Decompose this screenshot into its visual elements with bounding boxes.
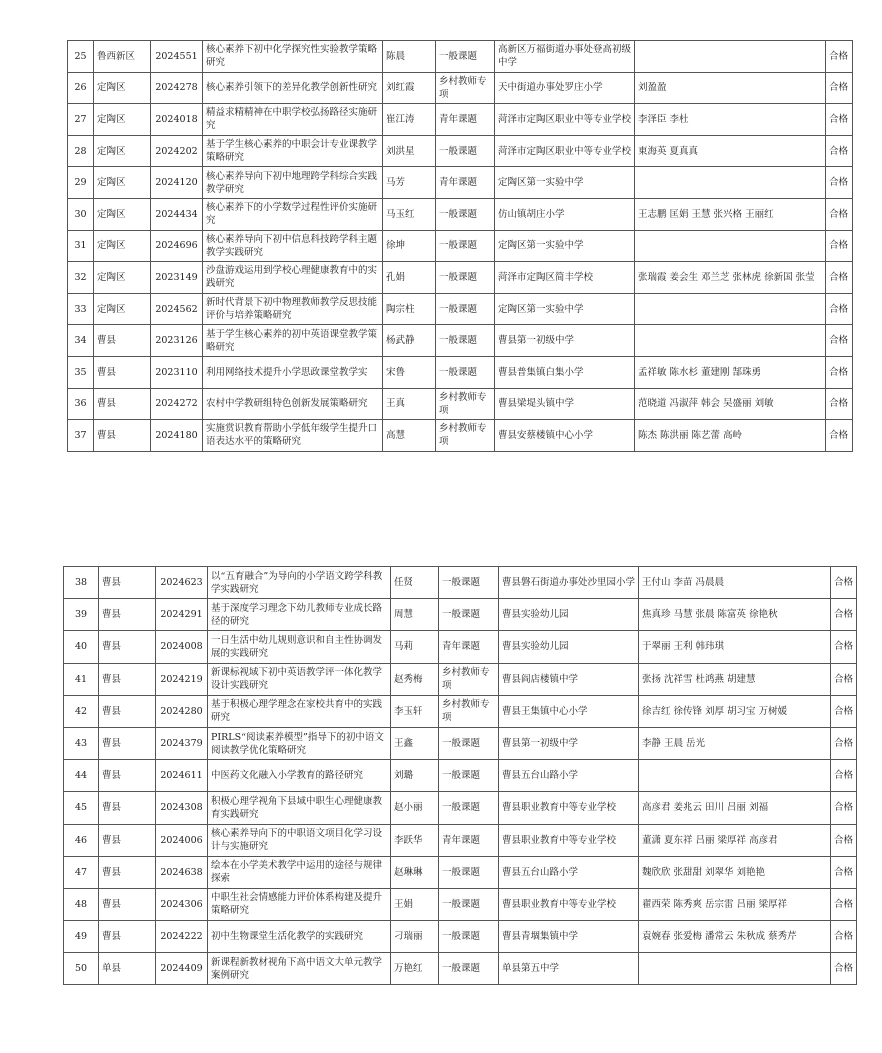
project-type-cell: 一般课题 [439, 727, 499, 759]
table-row [68, 167, 853, 199]
table-row [64, 856, 857, 888]
row-number-cell: 34 [68, 325, 94, 357]
project-code-cell: 2024696 [151, 230, 203, 262]
project-title-cell: 积极心理学视角下县域中职生心理健康教育实践研究 [208, 792, 391, 824]
table-row [64, 599, 857, 631]
project-type-cell: 乡村教师专项 [439, 695, 499, 727]
project-title-cell: 中医药文化融入小学教育的路径研究 [208, 760, 391, 792]
project-title-cell: 中职生社会情感能力评价体系构建及提升策略研究 [208, 888, 391, 920]
project-title-cell: 核心素养下初中化学探究性实验教学策略研究 [203, 41, 383, 73]
project-leader-cell: 万艳红 [391, 953, 439, 985]
table-row [64, 953, 857, 985]
table-row [64, 695, 857, 727]
project-title-cell: 核心素养导向下初中信息科技跨学科主题教学实践研究 [203, 230, 383, 262]
work-unit-cell: 曹县第一初级中学 [499, 727, 639, 759]
project-leader-cell: 刁瑞丽 [391, 921, 439, 953]
work-unit-cell: 定陶区第一实验中学 [495, 230, 635, 262]
results-table-top-body [68, 41, 853, 452]
project-type-cell: 一般课题 [436, 41, 495, 73]
result-cell: 合格 [831, 727, 857, 759]
project-title-cell: 核心素养导向下初中地理跨学科综合实践教学研究 [203, 167, 383, 199]
work-unit-cell: 定陶区第一实验中学 [495, 167, 635, 199]
project-type-cell: 一般课题 [439, 760, 499, 792]
project-leader-cell: 孔娟 [383, 262, 436, 294]
project-type-cell: 一般课题 [439, 921, 499, 953]
work-unit-cell: 曹县青堌集镇中学 [499, 921, 639, 953]
members-cell: 陈杰 陈洪丽 陈艺蕾 高岭 [635, 420, 826, 452]
result-cell: 合格 [831, 663, 857, 695]
district-cell: 曹县 [99, 760, 156, 792]
row-number-cell: 40 [64, 631, 99, 663]
result-cell: 合格 [826, 72, 853, 104]
project-leader-cell: 陶宗柱 [383, 293, 436, 325]
work-unit-cell: 曹县阎店楼镇中学 [499, 663, 639, 695]
project-type-cell: 一般课题 [436, 262, 495, 294]
project-code-cell: 2023149 [151, 262, 203, 294]
result-cell: 合格 [831, 792, 857, 824]
project-type-cell: 青年课题 [439, 631, 499, 663]
work-unit-cell: 曹县五台山路小学 [499, 760, 639, 792]
project-type-cell: 一般课题 [436, 356, 495, 388]
work-unit-cell: 曹县梁堤头镇中学 [495, 388, 635, 420]
row-number-cell: 49 [64, 921, 99, 953]
result-cell: 合格 [831, 599, 857, 631]
district-cell: 曹县 [99, 727, 156, 759]
work-unit-cell: 单县第五中学 [499, 953, 639, 985]
project-code-cell: 2024180 [151, 420, 203, 452]
district-cell: 曹县 [99, 631, 156, 663]
project-code-cell: 2024278 [151, 72, 203, 104]
project-leader-cell: 马玉红 [383, 198, 436, 230]
project-leader-cell: 高慧 [383, 420, 436, 452]
row-number-cell: 29 [68, 167, 94, 199]
members-cell: 刘盈盈 [635, 72, 826, 104]
table-row [68, 72, 853, 104]
members-cell: 张瑞霞 姜会生 邓兰芝 张林虎 徐新国 张莹 [635, 262, 826, 294]
members-cell: 魏欣欣 张甜甜 刘翠华 刘艳艳 [639, 856, 831, 888]
project-leader-cell: 王鑫 [391, 727, 439, 759]
district-cell: 曹县 [94, 356, 151, 388]
row-number-cell: 47 [64, 856, 99, 888]
table-row [64, 888, 857, 920]
members-cell: 袁婉春 张爱梅 潘常云 朱秋成 蔡秀芹 [639, 921, 831, 953]
members-cell [635, 293, 826, 325]
project-title-cell: PIRLS“阅读素养模型”指导下的初中语文阅读教学优化策略研究 [208, 727, 391, 759]
work-unit-cell: 曹县职业教育中等专业学校 [499, 824, 639, 856]
project-code-cell: 2024434 [151, 198, 203, 230]
project-type-cell: 一般课题 [439, 888, 499, 920]
project-code-cell: 2024611 [156, 760, 208, 792]
members-cell: 李泽臣 李杜 [635, 104, 826, 136]
project-code-cell: 2024291 [156, 599, 208, 631]
project-leader-cell: 赵琳琳 [391, 856, 439, 888]
table-row [68, 356, 853, 388]
members-cell [635, 41, 826, 73]
project-type-cell: 一般课题 [439, 792, 499, 824]
result-cell: 合格 [831, 921, 857, 953]
row-number-cell: 50 [64, 953, 99, 985]
result-cell: 合格 [826, 293, 853, 325]
district-cell: 定陶区 [94, 135, 151, 167]
result-cell: 合格 [831, 953, 857, 985]
work-unit-cell: 曹县磐石街道办事处沙里园小学 [499, 567, 639, 599]
district-cell: 曹县 [94, 325, 151, 357]
project-leader-cell: 李玉轩 [391, 695, 439, 727]
row-number-cell: 35 [68, 356, 94, 388]
project-leader-cell: 赵小丽 [391, 792, 439, 824]
project-code-cell: 2024562 [151, 293, 203, 325]
result-cell: 合格 [826, 262, 853, 294]
row-number-cell: 28 [68, 135, 94, 167]
result-cell: 合格 [826, 104, 853, 136]
project-code-cell: 2024280 [156, 695, 208, 727]
table-row [68, 420, 853, 452]
work-unit-cell: 仿山镇胡庄小学 [495, 198, 635, 230]
results-table-top [67, 40, 853, 452]
district-cell: 单县 [99, 953, 156, 985]
work-unit-cell: 曹县第一初级中学 [495, 325, 635, 357]
result-cell: 合格 [831, 824, 857, 856]
project-code-cell: 2024308 [156, 792, 208, 824]
members-cell: 焦真珍 马慧 张晨 陈富英 徐艳秋 [639, 599, 831, 631]
project-leader-cell: 徐坤 [383, 230, 436, 262]
row-number-cell: 41 [64, 663, 99, 695]
project-type-cell: 一般课题 [436, 230, 495, 262]
project-title-cell: 核心素养下的小学数学过程性评价实施研究 [203, 198, 383, 230]
project-type-cell: 一般课题 [439, 953, 499, 985]
project-code-cell: 2024008 [156, 631, 208, 663]
result-cell: 合格 [831, 760, 857, 792]
table-row [64, 663, 857, 695]
result-cell: 合格 [826, 198, 853, 230]
work-unit-cell: 菏泽市定陶区简丰学校 [495, 262, 635, 294]
result-cell: 合格 [826, 230, 853, 262]
project-leader-cell: 王娟 [391, 888, 439, 920]
project-title-cell: 精益求精精神在中职学校弘扬路径实施研究 [203, 104, 383, 136]
row-number-cell: 25 [68, 41, 94, 73]
district-cell: 定陶区 [94, 262, 151, 294]
district-cell: 曹县 [99, 599, 156, 631]
project-leader-cell: 马芳 [383, 167, 436, 199]
work-unit-cell: 菏泽市定陶区职业中等专业学校 [495, 135, 635, 167]
row-number-cell: 39 [64, 599, 99, 631]
project-code-cell: 2024272 [151, 388, 203, 420]
row-number-cell: 46 [64, 824, 99, 856]
table-row [68, 104, 853, 136]
project-code-cell: 2024120 [151, 167, 203, 199]
members-cell [635, 325, 826, 357]
project-code-cell: 2024018 [151, 104, 203, 136]
project-code-cell: 2024379 [156, 727, 208, 759]
project-code-cell: 2024306 [156, 888, 208, 920]
table-row [68, 325, 853, 357]
members-cell: 東海英 夏真真 [635, 135, 826, 167]
row-number-cell: 45 [64, 792, 99, 824]
district-cell: 定陶区 [94, 104, 151, 136]
project-leader-cell: 陈晨 [383, 41, 436, 73]
district-cell: 定陶区 [94, 167, 151, 199]
table-row [68, 262, 853, 294]
work-unit-cell: 天中街道办事处罗庄小学 [495, 72, 635, 104]
project-leader-cell: 刘璐 [391, 760, 439, 792]
project-type-cell: 青年课题 [436, 167, 495, 199]
project-title-cell: 核心素养引领下的差异化教学创新性研究 [203, 72, 383, 104]
project-type-cell: 乡村教师专项 [439, 663, 499, 695]
work-unit-cell: 菏泽市定陶区职业中等专业学校 [495, 104, 635, 136]
members-cell [635, 167, 826, 199]
district-cell: 曹县 [99, 888, 156, 920]
table-row [68, 135, 853, 167]
project-title-cell: 新课标视域下初中英语教学评一体化教学设计实践研究 [208, 663, 391, 695]
district-cell: 曹县 [99, 824, 156, 856]
results-table-bottom [63, 566, 857, 985]
district-cell: 曹县 [99, 921, 156, 953]
row-number-cell: 36 [68, 388, 94, 420]
district-cell: 曹县 [99, 567, 156, 599]
project-leader-cell: 李跃华 [391, 824, 439, 856]
table-row [68, 293, 853, 325]
project-leader-cell: 杨武静 [383, 325, 436, 357]
project-title-cell: 基于学生核心素养的中职会计专业课教学策略研究 [203, 135, 383, 167]
work-unit-cell: 曹县普集镇白集小学 [495, 356, 635, 388]
table-row [64, 792, 857, 824]
row-number-cell: 26 [68, 72, 94, 104]
project-title-cell: 利用网络技术提升小学思政课堂教学实 [203, 356, 383, 388]
table-row [68, 41, 853, 73]
row-number-cell: 43 [64, 727, 99, 759]
project-title-cell: 农村中学教研组特色创新发展策略研究 [203, 388, 383, 420]
members-cell: 李静 王晨 岳光 [639, 727, 831, 759]
members-cell [639, 953, 831, 985]
project-type-cell: 乡村教师专项 [436, 388, 495, 420]
work-unit-cell: 曹县实验幼儿园 [499, 631, 639, 663]
members-cell: 于翠丽 王利 韩玮琪 [639, 631, 831, 663]
project-type-cell: 青年课题 [436, 104, 495, 136]
work-unit-cell: 曹县职业教育中等专业学校 [499, 792, 639, 824]
members-cell [639, 760, 831, 792]
table-row [64, 631, 857, 663]
project-code-cell: 2024409 [156, 953, 208, 985]
result-cell: 合格 [831, 567, 857, 599]
project-type-cell: 一般课题 [436, 293, 495, 325]
project-type-cell: 乡村教师专项 [436, 72, 495, 104]
project-title-cell: 沙盘游戏运用到学校心理健康教育中的实践研究 [203, 262, 383, 294]
district-cell: 曹县 [99, 792, 156, 824]
row-number-cell: 33 [68, 293, 94, 325]
project-code-cell: 2024551 [151, 41, 203, 73]
project-title-cell: 核心素养导向下的中职语文项目化学习设计与实施研究 [208, 824, 391, 856]
result-cell: 合格 [826, 325, 853, 357]
project-title-cell: 以“五育融合”为导向的小学语文跨学科教学实践研究 [208, 567, 391, 599]
work-unit-cell: 曹县五台山路小学 [499, 856, 639, 888]
result-cell: 合格 [826, 41, 853, 73]
work-unit-cell: 曹县王集镇中心小学 [499, 695, 639, 727]
project-type-cell: 一般课题 [439, 599, 499, 631]
project-code-cell: 2023126 [151, 325, 203, 357]
table-row [64, 760, 857, 792]
result-cell: 合格 [826, 420, 853, 452]
row-number-cell: 42 [64, 695, 99, 727]
table-row [64, 921, 857, 953]
members-cell: 张扬 沈祥雪 杜鸿燕 胡建慧 [639, 663, 831, 695]
project-code-cell: 2024219 [156, 663, 208, 695]
result-cell: 合格 [831, 856, 857, 888]
row-number-cell: 32 [68, 262, 94, 294]
project-title-cell: 新课程新教材视角下高中语文大单元教学案例研究 [208, 953, 391, 985]
project-code-cell: 2024623 [156, 567, 208, 599]
results-table-bottom-body [64, 567, 857, 985]
district-cell: 定陶区 [94, 293, 151, 325]
work-unit-cell: 高新区万福街道办事处登高初级中学 [495, 41, 635, 73]
result-cell: 合格 [831, 888, 857, 920]
project-leader-cell: 王真 [383, 388, 436, 420]
project-title-cell: 基于学生核心素养的初中英语课堂教学策略研究 [203, 325, 383, 357]
project-type-cell: 青年课题 [439, 824, 499, 856]
project-title-cell: 基于深度学习理念下幼儿教师专业成长路径的研究 [208, 599, 391, 631]
project-code-cell: 2024638 [156, 856, 208, 888]
project-code-cell: 2024006 [156, 824, 208, 856]
project-leader-cell: 刘洪星 [383, 135, 436, 167]
district-cell: 定陶区 [94, 230, 151, 262]
row-number-cell: 48 [64, 888, 99, 920]
members-cell: 翟西荣 陈秀爽 岳宗雷 吕丽 梁厚祥 [639, 888, 831, 920]
project-title-cell: 绘本在小学美术教学中运用的途径与规律探索 [208, 856, 391, 888]
project-type-cell: 一般课题 [439, 567, 499, 599]
project-title-cell: 初中生物课堂生活化教学的实践研究 [208, 921, 391, 953]
members-cell [635, 230, 826, 262]
project-title-cell: 新时代背景下初中物理教师教学反思技能评价与培养策略研究 [203, 293, 383, 325]
members-cell: 徐吉红 徐传锋 刘厚 胡习宝 万树媛 [639, 695, 831, 727]
work-unit-cell: 定陶区第一实验中学 [495, 293, 635, 325]
district-cell: 曹县 [94, 388, 151, 420]
project-type-cell: 一般课题 [439, 856, 499, 888]
project-leader-cell: 刘红霞 [383, 72, 436, 104]
work-unit-cell: 曹县实验幼儿园 [499, 599, 639, 631]
district-cell: 曹县 [99, 695, 156, 727]
project-leader-cell: 马莉 [391, 631, 439, 663]
result-cell: 合格 [826, 356, 853, 388]
project-type-cell: 乡村教师专项 [436, 420, 495, 452]
members-cell: 王志鹏 匡娟 王慧 张兴格 王丽红 [635, 198, 826, 230]
members-cell: 王付山 李苗 冯晨晨 [639, 567, 831, 599]
table-row [68, 198, 853, 230]
members-cell: 高彦君 姜兆云 田川 吕丽 刘福 [639, 792, 831, 824]
table-row [64, 727, 857, 759]
district-cell: 曹县 [94, 420, 151, 452]
project-code-cell: 2024202 [151, 135, 203, 167]
result-cell: 合格 [826, 135, 853, 167]
project-code-cell: 2024222 [156, 921, 208, 953]
table-row [68, 388, 853, 420]
project-leader-cell: 周慧 [391, 599, 439, 631]
result-cell: 合格 [831, 631, 857, 663]
project-type-cell: 一般课题 [436, 135, 495, 167]
district-cell: 定陶区 [94, 198, 151, 230]
table-row [64, 567, 857, 599]
members-cell: 范晓道 冯淑萍 韩会 吴盛丽 刘敏 [635, 388, 826, 420]
row-number-cell: 37 [68, 420, 94, 452]
project-title-cell: 基于积极心理学理念在家校共育中的实践研究 [208, 695, 391, 727]
result-cell: 合格 [831, 695, 857, 727]
district-cell: 曹县 [99, 856, 156, 888]
row-number-cell: 27 [68, 104, 94, 136]
district-cell: 曹县 [99, 663, 156, 695]
project-leader-cell: 赵秀梅 [391, 663, 439, 695]
project-leader-cell: 宋鲁 [383, 356, 436, 388]
row-number-cell: 30 [68, 198, 94, 230]
work-unit-cell: 曹县安蔡楼镇中心小学 [495, 420, 635, 452]
row-number-cell: 31 [68, 230, 94, 262]
row-number-cell: 44 [64, 760, 99, 792]
project-leader-cell: 崔江涛 [383, 104, 436, 136]
district-cell: 定陶区 [94, 72, 151, 104]
district-cell: 鲁西新区 [94, 41, 151, 73]
project-code-cell: 2023110 [151, 356, 203, 388]
row-number-cell: 38 [64, 567, 99, 599]
members-cell: 董潇 夏东祥 吕丽 梁厚祥 高彦君 [639, 824, 831, 856]
project-type-cell: 一般课题 [436, 198, 495, 230]
project-title-cell: 实施赏识教育帮助小学低年级学生提升口语表达水平的策略研究 [203, 420, 383, 452]
result-cell: 合格 [826, 167, 853, 199]
table-row [68, 230, 853, 262]
members-cell: 孟祥敏 陈水杉 董建刚 郜珠勇 [635, 356, 826, 388]
work-unit-cell: 曹县职业教育中等专业学校 [499, 888, 639, 920]
project-type-cell: 一般课题 [436, 325, 495, 357]
result-cell: 合格 [826, 388, 853, 420]
project-title-cell: 一日生活中幼儿规则意识和自主性协调发展的实践研究 [208, 631, 391, 663]
table-row [64, 824, 857, 856]
project-leader-cell: 任贤 [391, 567, 439, 599]
